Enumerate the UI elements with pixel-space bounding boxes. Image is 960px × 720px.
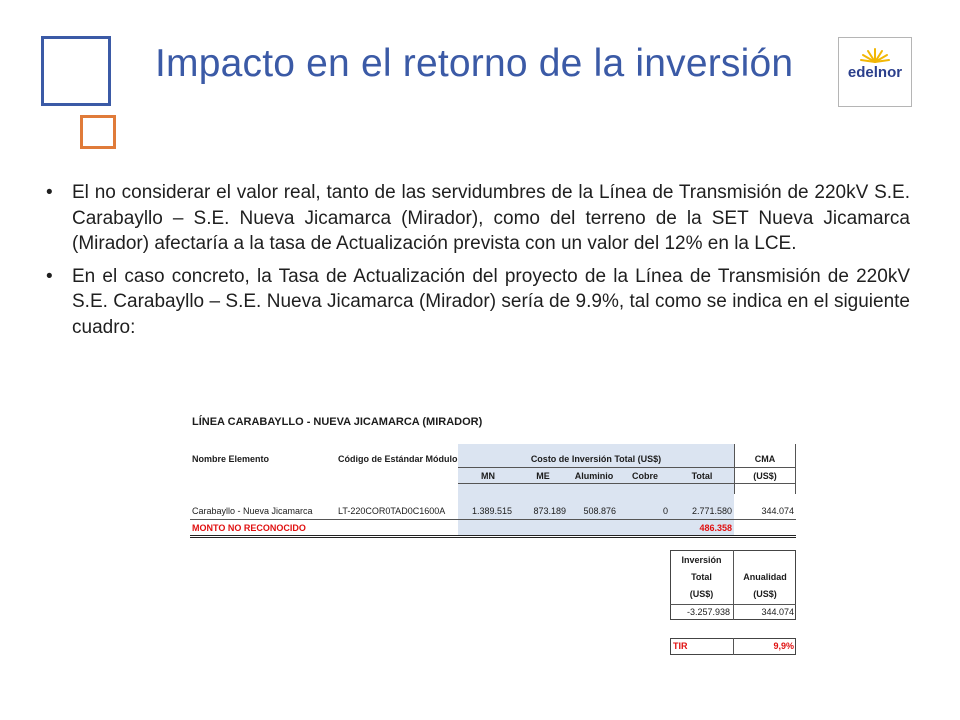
logo-text: edelnor — [847, 64, 903, 81]
summary-inv-h2: Total — [691, 572, 712, 582]
decorative-square-orange — [80, 115, 116, 149]
row-cobre: 0 — [662, 506, 668, 516]
header-codigo-modulo: Código de Estándar Módulo — [338, 454, 458, 464]
decorative-square-blue — [41, 36, 111, 106]
summary-inv-h3: (US$) — [689, 589, 714, 599]
header-mn: MN — [481, 471, 495, 481]
summary-anu-h1: Anualidad — [743, 572, 787, 582]
header-costo-inversion: Costo de Inversión Total (US$) — [530, 454, 662, 464]
summary-inv-h1: Inversión — [681, 555, 722, 565]
bullet-marker: • — [46, 182, 53, 203]
header-nombre-elemento: Nombre Elemento — [192, 454, 270, 464]
row-cma: 344.074 — [761, 506, 794, 516]
row-code: LT-220COR0TAD0C1600A — [338, 506, 446, 516]
header-aluminio: Aluminio — [574, 471, 614, 481]
row-aluminio: 508.876 — [583, 506, 616, 516]
row-total: 2.771.580 — [691, 506, 732, 516]
bullet-marker: • — [46, 265, 53, 287]
tir-value: 9,9% — [773, 641, 794, 651]
bullet-list — [46, 180, 910, 347]
row-name: Carabayllo - Nueva Jicamarca — [192, 506, 313, 516]
bullet-item — [46, 264, 910, 341]
tir-label: TIR — [673, 641, 688, 651]
header-cma-unit: (US$) — [753, 471, 777, 481]
bullet-item — [46, 180, 910, 257]
bullet-text: El no considerar el valor real, tanto de las servidumbres de la Línea de Transmisión de 220kV S.E. Carabayllo – S.E. Nueva Jicamarca (Mirador), como del terreno de la SET Nueva Jicamarca (Mirador) afectaría a la tasa de Actualización prevista con un valor del 12% en la LCE. — [72, 182, 910, 254]
slide-title: Impacto en el retorno de la inversión — [155, 42, 794, 85]
edelnor-logo — [838, 37, 912, 107]
row-me: 873.189 — [533, 506, 566, 516]
unrecognized-label: MONTO NO RECONOCIDO — [192, 523, 306, 533]
header-total: Total — [691, 471, 713, 481]
summary-anu-value: 344.074 — [761, 607, 794, 617]
header-me: ME — [536, 471, 550, 481]
sheet-title: LÍNEA CARABAYLLO - NUEVA JICAMARCA (MIRADOR) — [192, 416, 483, 428]
row-mn: 1.389.515 — [471, 506, 512, 516]
unrecognized-value: 486.358 — [699, 523, 732, 533]
header-cobre: Cobre — [631, 471, 658, 481]
investment-table-image — [188, 410, 800, 660]
summary-inv-value: -3.257.938 — [686, 607, 730, 617]
header-cma: CMA — [754, 454, 776, 464]
summary-anu-h2: (US$) — [753, 589, 777, 599]
bullet-text: En el caso concreto, la Tasa de Actualización del proyecto de la Línea de Transmisión de 220kV S.E. Carabayllo – S.E. Nueva Jicamarca (Mirador) sería de 9.9%, tal como se indica en el siguiente cuadro: — [72, 265, 910, 338]
